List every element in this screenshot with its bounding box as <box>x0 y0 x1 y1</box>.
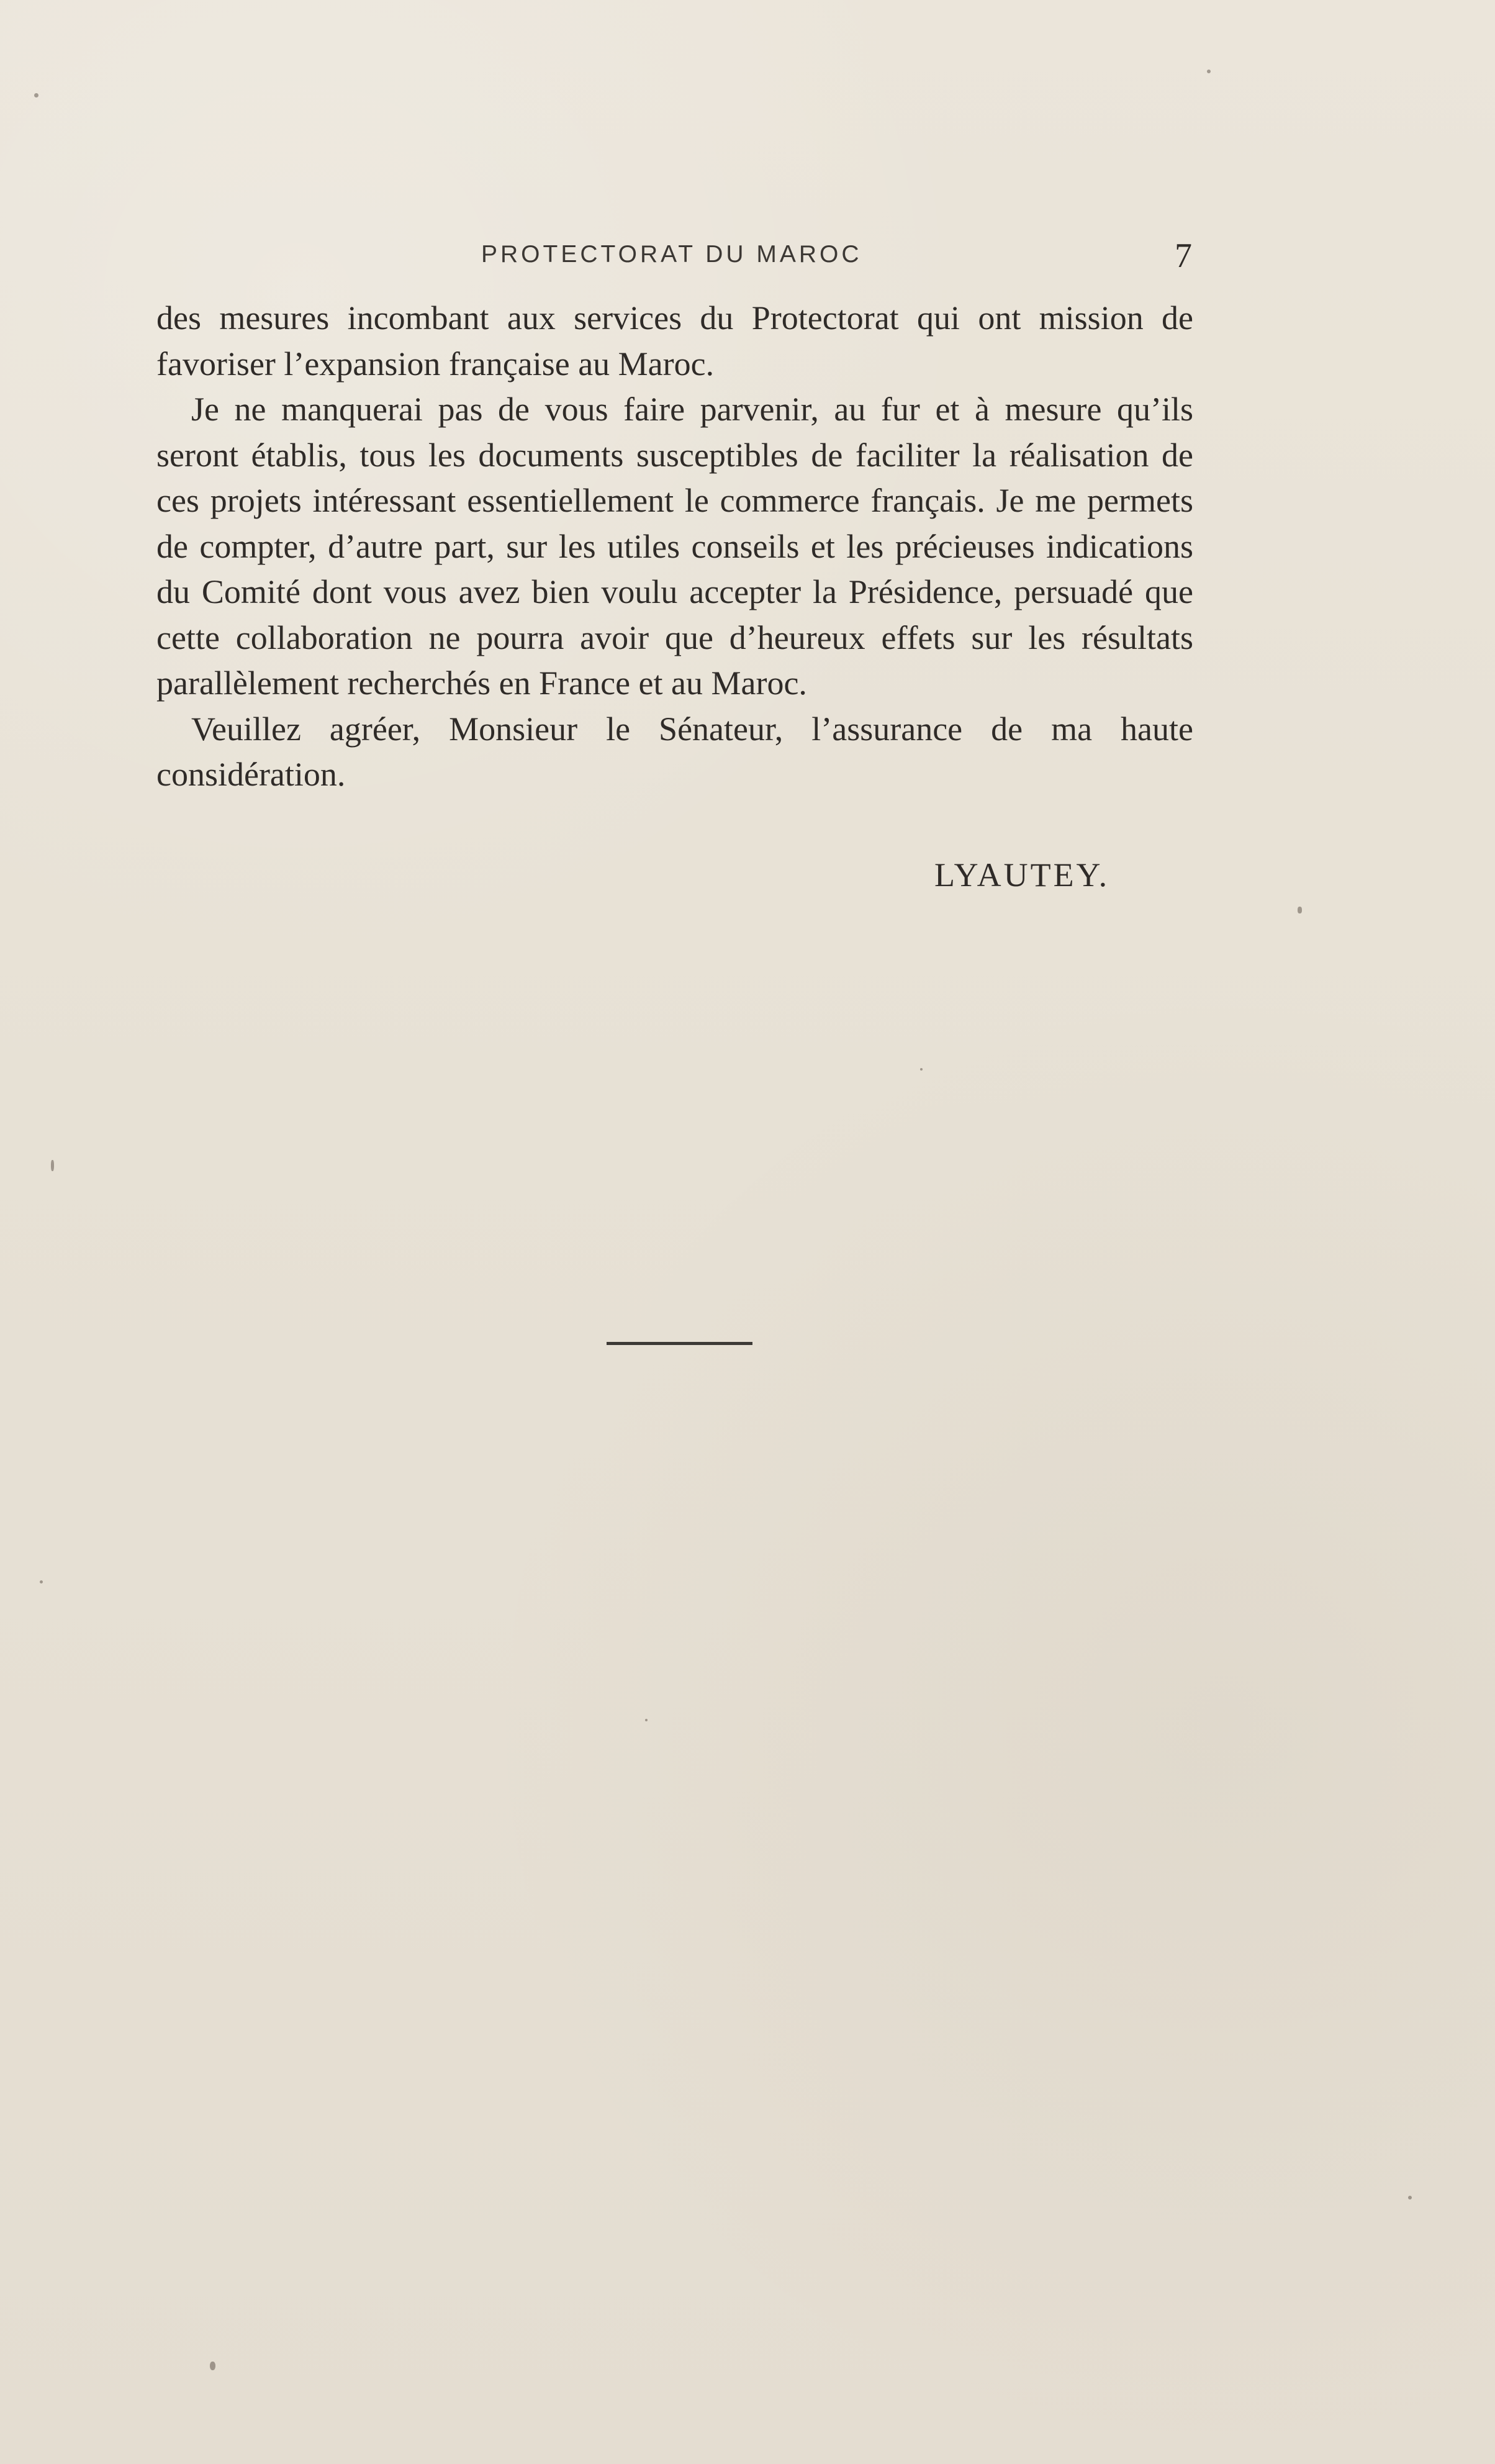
paragraph-2: Je ne manquerai pas de vous faire parvenir, au fur et à mesure qu’ils seront établis, tous les documents susceptibles de faciliter la réalisation de ces projets intéressant essentiellement le commerce français. Je me permets de compter, d’autre part, sur les utiles conseils et les précieuses indications du Comité dont vous avez bien voulu accepter la Présidence, persuadé que cette collaboration ne pourra avoir que d’heureux effets sur les résultats parallèlement recherchés en France et au Maroc. <box>156 391 1193 702</box>
paper-speck <box>645 1719 648 1721</box>
paper-speck <box>1408 2196 1412 2199</box>
paragraph-3: Veuillez agréer, Monsieur le Sénateur, l’assurance de ma haute considération. <box>156 710 1193 793</box>
paper-speck <box>51 1160 54 1171</box>
paper-speck <box>210 2362 215 2370</box>
page-number: 7 <box>1175 237 1192 275</box>
section-rule <box>607 1342 752 1345</box>
running-title: PROTECTORAT DU MAROC <box>481 241 862 268</box>
paper-speck <box>34 93 38 97</box>
running-head <box>155 236 1192 279</box>
body-text <box>156 296 1193 798</box>
paper-speck <box>40 1580 43 1583</box>
signature: LYAUTEY. <box>934 856 1110 894</box>
paragraph-1: des mesures incombant aux services du Protectorat qui ont mission de favoriser l’expansion française au Maroc. <box>156 299 1193 383</box>
paper-speck <box>1298 907 1302 913</box>
paper-speck <box>920 1068 923 1071</box>
paper-speck <box>1207 70 1211 73</box>
